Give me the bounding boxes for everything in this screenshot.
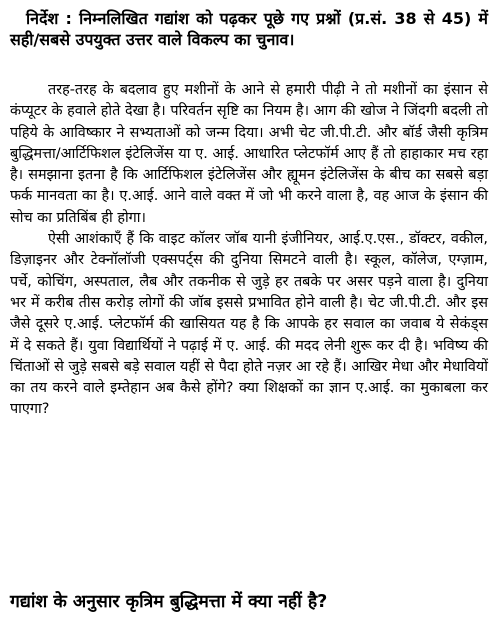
passage [10, 80, 488, 421]
question-text: गद्यांश के अनुसार कृत्रिम बुद्धिमत्ता में क्या नहीं है? [10, 592, 328, 612]
passage-paragraph-1: तरह-तरह के बदलाव हुए मशीनों के आने से हमारी पीढ़ी ने तो मशीनों का इंसान से कंप्यूटर के हवाले होते देखा है। परिवर्तन सृष्टि का नियम है। आग की खोज ने जिंदगी बदली तो पहिये के आविष्कार ने सभ्यताओं को जन्म दिया। अभी चेट जी.पी.टी. और बॉर्ड जैसी कृत्रिम बुद्धिमत्ता/आर्टिफिशल इंटेलिजेंस या ए. आई. आधारित प्लेटफॉर्म आए हैं तो हाहाकार मच रहा है। समझाना इतना है कि आर्टिफिशल इंटेलिजेंस और ह्यूमन इंटेलिजेंस के बीच का सबसे बड़ा फर्क मानवता का है। ए.आई. आने वाले वक्त में जो भी करने वाला है, वह आज के इंसान की सोच का प्रतिबिंब ही होगा। [10, 82, 488, 226]
instruction-text: निर्देश : निम्नलिखित गद्यांश को पढ़कर पूछे गए प्रश्नों (प्र.सं. 38 से 45) में सही/सबसे उपयुक्त उत्तर वाले विकल्प का चुनाव। [10, 9, 488, 49]
passage-paragraph-2: ऐसी आशंकाएँ हैं कि वाइट कॉलर जॉब यानी इंजीनियर, आई.ए.एस., डॉक्टर, वकील, डिज़ाइनर और टेक्नॉलॉजी एक्सपर्ट्स की दुनिया सिमटने वाली है। स्कूल, कॉलेज, एग्ज़ाम, पर्चे, कोचिंग, अस्पताल, लैब और तकनीक से जुड़े हर तबके पर असर पड़ने वाला है। दुनिया भर में करीब तीस करोड़ लोगों की जॉब इससे प्रभावित होने वाली है। चेट जी.पी.टी. और इस जैसे दूसरे ए.आई. प्लेटफॉर्म की खासियत यह है कि आपके हर सवाल का जवाब ये सेकंड्स में दे सकते हैं। युवा विद्यार्थियों ने पढ़ाई में ए. आई. की मदद लेनी शुरू कर दी है। भविष्य की चिंताओं से जुड़े सबसे बड़े सवाल यहीं से पैदा होते नज़र आ रहे हैं। आखिर मेधा और मेधावियों का तय करने वाले इम्तेहान अब कैसे होंगे? क्या शिक्षकों का ज्ञान ए.आई. का मुकाबला कर पाएगा? [10, 231, 488, 418]
